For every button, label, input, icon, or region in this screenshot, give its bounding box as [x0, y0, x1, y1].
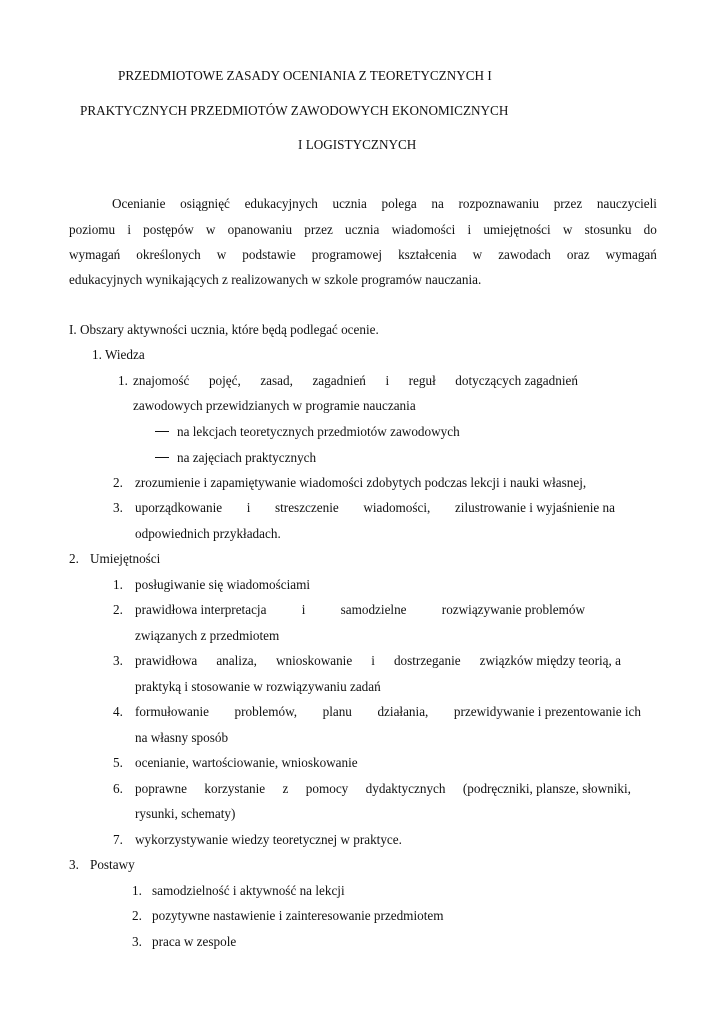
- word: i: [385, 373, 390, 388]
- intro-line-3: [69, 247, 657, 263]
- skill-3-line-2: praktyką i stosowanie w rozwiązywaniu zadań: [135, 679, 381, 694]
- dash-bullet: [155, 457, 169, 458]
- title-line-3: I LOGISTYCZNYCH: [298, 137, 417, 152]
- word: i: [467, 222, 472, 237]
- attitude-1-num: 1.: [132, 883, 142, 898]
- word: i: [371, 653, 375, 668]
- word: wymagań: [605, 247, 657, 262]
- word: przewidywanie i prezentowanie ich: [453, 704, 641, 719]
- word: i: [301, 602, 306, 617]
- wiedza-item-1-line-2: zawodowych przewidzianych w programie nauczania: [133, 398, 416, 413]
- wiedza-item-3-num: 3.: [113, 500, 123, 515]
- word: postępów: [143, 222, 194, 237]
- word: wiadomości,: [363, 500, 431, 515]
- word: Ocenianie: [112, 196, 166, 211]
- word: pojęć,: [208, 373, 241, 388]
- word: zasad,: [260, 373, 293, 388]
- wiedza-bullet-1: [155, 424, 460, 440]
- postawy-heading: Postawy: [90, 857, 135, 872]
- word: przez: [304, 222, 333, 237]
- word: i: [127, 222, 131, 237]
- word: podstawie: [242, 247, 296, 262]
- word: formułowanie: [135, 704, 209, 719]
- word: samodzielne: [340, 602, 407, 617]
- skill-2-line-1: [135, 602, 585, 618]
- word: opanowaniu: [227, 222, 293, 237]
- word: (podręczniki, plansze, słowniki,: [462, 781, 631, 796]
- wiedza-item-1-num: 1.: [118, 373, 128, 388]
- word: ucznia: [344, 222, 380, 237]
- skill-5-text: ocenianie, wartościowanie, wnioskowanie: [135, 755, 358, 770]
- skill-7-text: wykorzystywanie wiedzy teoretycznej w praktyce.: [135, 832, 402, 847]
- word: korzystanie: [204, 781, 266, 796]
- word: w: [216, 247, 227, 262]
- intro-line-4: edukacyjnych wynikających z realizowanych w szkole programów nauczania.: [69, 272, 482, 287]
- word: nauczycieli: [596, 196, 657, 211]
- postawy-num: 3.: [69, 857, 79, 872]
- umiejetnosci-heading: Umiejętności: [90, 551, 161, 566]
- word: edukacyjnych: [244, 196, 318, 211]
- word: znajomość: [133, 373, 190, 388]
- word: problemów,: [234, 704, 298, 719]
- word: umiejętności: [483, 222, 551, 237]
- attitude-2-text: pozytywne nastawienie i zainteresowanie przedmiotem: [152, 908, 444, 923]
- word: stosunku: [584, 222, 632, 237]
- title-line-2: PRAKTYCZNYCH PRZEDMIOTÓW ZAWODOWYCH EKONOMICZNYCH: [80, 103, 509, 118]
- skill-1-text: posługiwanie się wiadomościami: [135, 577, 311, 592]
- bullet-text: na lekcjach teoretycznych przedmiotów zawodowych: [177, 424, 460, 439]
- intro-line-1: [112, 196, 657, 212]
- skill-7-num: 7.: [113, 832, 123, 847]
- word: związków między teorią, a: [479, 653, 621, 668]
- wiedza-heading: 1. Wiedza: [92, 347, 145, 362]
- skill-2-line-2: związanych z przedmiotem: [135, 628, 280, 643]
- word: planu: [322, 704, 352, 719]
- dash-bullet: [155, 431, 169, 432]
- word: oraz: [566, 247, 590, 262]
- word: reguł: [408, 373, 436, 388]
- wiedza-item-2-num: 2.: [113, 475, 123, 490]
- word: do: [643, 222, 657, 237]
- title-line-1: PRZEDMIOTOWE ZASADY OCENIANIA Z TEORETYCZNYCH I: [118, 68, 492, 83]
- skill-3-line-1: [135, 653, 621, 669]
- word: i: [246, 500, 251, 515]
- word: dydaktycznych: [365, 781, 446, 796]
- word: dotyczących zagadnień: [455, 373, 578, 388]
- umiejetnosci-num: 2.: [69, 551, 79, 566]
- word: streszczenie: [275, 500, 339, 515]
- wiedza-item-1-line-1: [133, 373, 578, 389]
- word: na: [431, 196, 444, 211]
- skill-2-num: 2.: [113, 602, 123, 617]
- skill-4-line-2: na własny sposób: [135, 730, 229, 745]
- word: wiadomości: [391, 222, 456, 237]
- attitude-3-text: praca w zespole: [152, 934, 237, 949]
- word: ucznia: [332, 196, 367, 211]
- wiedza-item-3-line-1: [135, 500, 615, 516]
- word: poprawne: [135, 781, 187, 796]
- word: przez: [553, 196, 583, 211]
- word: zawodach: [498, 247, 551, 262]
- skill-6-line-2: rysunki, schematy): [135, 806, 236, 821]
- word: działania,: [377, 704, 429, 719]
- word: rozwiązywanie problemów: [441, 602, 585, 617]
- skill-6-num: 6.: [113, 781, 123, 796]
- wiedza-item-2-text: zrozumienie i zapamiętywanie wiadomości zdobytych podczas lekcji i nauki własnej,: [135, 475, 587, 490]
- word: poziomu: [69, 222, 116, 237]
- skill-4-num: 4.: [113, 704, 123, 719]
- word: wymagań: [69, 247, 121, 262]
- attitude-3-num: 3.: [132, 934, 142, 949]
- word: prawidłowa: [135, 653, 198, 668]
- word: zilustrowanie i wyjaśnienie na: [454, 500, 615, 515]
- skill-6-line-1: [135, 781, 631, 797]
- word: z: [282, 781, 289, 796]
- skill-1-num: 1.: [113, 577, 123, 592]
- word: określonych: [136, 247, 201, 262]
- word: zagadnień: [312, 373, 366, 388]
- word: prawidłowa interpretacja: [135, 602, 267, 617]
- word: w: [562, 222, 573, 237]
- section-heading: I. Obszary aktywności ucznia, które będą podlegać ocenie.: [69, 322, 379, 337]
- intro-line-2: [69, 222, 657, 238]
- word: wnioskowanie: [276, 653, 353, 668]
- word: w: [205, 222, 216, 237]
- attitude-1-text: samodzielność i aktywność na lekcji: [152, 883, 345, 898]
- word: analiza,: [216, 653, 257, 668]
- word: programowej: [311, 247, 383, 262]
- skill-3-num: 3.: [113, 653, 123, 668]
- word: w: [472, 247, 483, 262]
- word: pomocy: [305, 781, 349, 796]
- word: kształcenia: [398, 247, 457, 262]
- word: uporządkowanie: [135, 500, 223, 515]
- word: osiągnięć: [180, 196, 230, 211]
- word: dostrzeganie: [393, 653, 461, 668]
- wiedza-item-3-line-2: odpowiednich przykładach.: [135, 526, 281, 541]
- wiedza-bullet-2: [155, 450, 316, 466]
- skill-5-num: 5.: [113, 755, 123, 770]
- word: polega: [381, 196, 417, 211]
- bullet-text: na zajęciach praktycznych: [177, 450, 317, 465]
- skill-4-line-1: [135, 704, 641, 720]
- word: rozpoznawaniu: [458, 196, 540, 211]
- attitude-2-num: 2.: [132, 908, 142, 923]
